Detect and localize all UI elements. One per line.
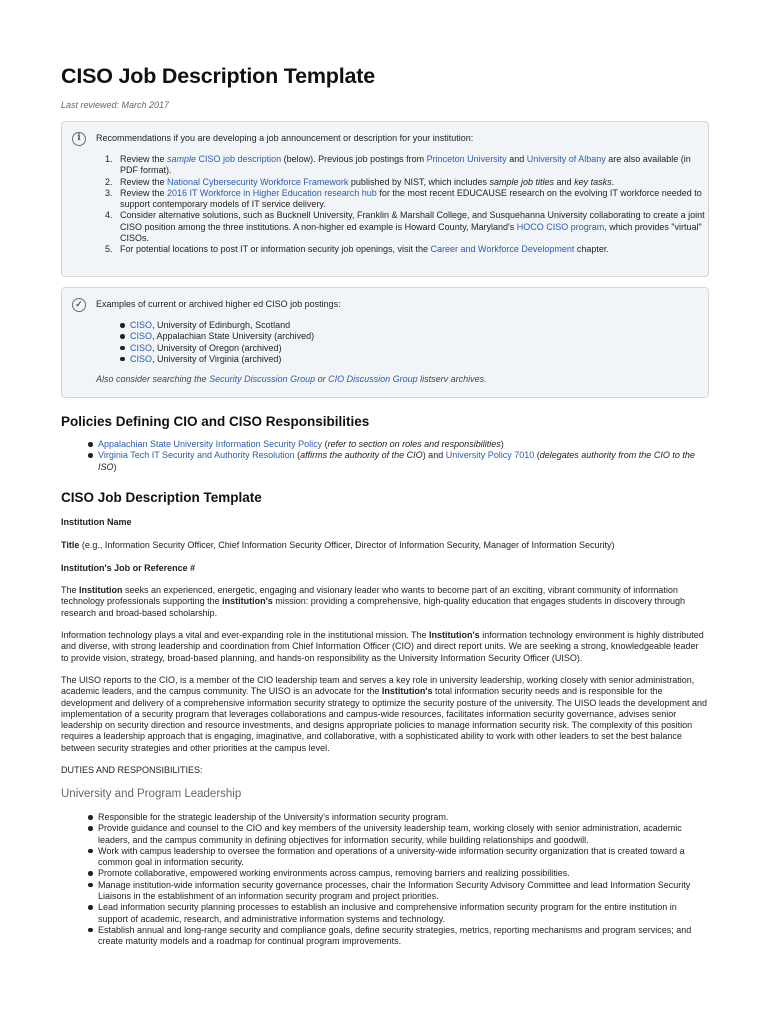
job-reference: Institution's Job or Reference # xyxy=(61,563,196,573)
examples-list xyxy=(120,320,314,365)
cio-discussion-link[interactable]: CIO Discussion Group xyxy=(328,374,418,384)
list-item: Appalachian State University Information Security Policy (refer to section on roles and responsibilities) xyxy=(88,439,703,450)
leadership-list xyxy=(88,812,708,948)
paragraph: Information technology plays a vital and ever-expanding role in the institutional mission. The Institution's information technology environment is highly distributed and diverse, with strong leadership and coordination from Chief Information Officer (CIO) and direct report units. We are seeking a strong, knowledgeable leader to provide vision, strategy, broad-based planning, and hands-on responsibility as the University Information Security Officer (UISO). xyxy=(61,630,704,663)
list-item: Promote collaborative, empowered working environments across campus, removing barriers and realizing possibilities. xyxy=(88,868,708,879)
list-item: 5. For potential locations to post IT or information security job openings, visit the Career and Workforce Development chapter. xyxy=(105,244,609,255)
last-reviewed: Last reviewed: March 2017 xyxy=(61,100,170,110)
institution-name: Institution Name xyxy=(61,517,132,527)
list-item: Lead information security planning processes to establish an inclusive and comprehensive information security program for the entire institution in support of academic, research, and administrative information systems and technology. xyxy=(88,902,708,925)
career-workforce-link[interactable]: Career and Workforce Development xyxy=(430,244,575,255)
check-icon xyxy=(72,298,86,312)
list-item: Virginia Tech IT Security and Authority Resolution (affirms the authority of the CIO) and University Policy 7010 (delegates authority from the CIO to the ISO) xyxy=(88,450,703,473)
ciso-posting-link[interactable]: CISO xyxy=(130,320,153,330)
list-item: Provide guidance and counsel to the CIO and key members of the university leadership team, working closely with senior administration, academic leaders, and the campus community in defining objectives for information security, while building relationships and goodwill. xyxy=(88,823,708,846)
list-item: 1. Review the sample CISO job description (below). Previous job postings from Princeton University and University of Albany are also available (in PDF format). xyxy=(105,154,691,176)
albany-link[interactable]: University of Albany xyxy=(526,154,606,164)
recommendations-list xyxy=(105,154,709,256)
security-discussion-link[interactable]: Security Discussion Group xyxy=(209,374,316,384)
page-title: CISO Job Description Template xyxy=(61,64,375,88)
list-item: CISO, University of Oregon (archived) xyxy=(120,343,314,354)
princeton-link[interactable]: Princeton University xyxy=(426,154,507,164)
vt-resolution-link[interactable]: Virginia Tech IT Security and Authority Resolution xyxy=(98,450,295,461)
paragraph: The UISO reports to the CIO, is a member of the CIO leadership team and serves a key role in university leadership, working closely with senior administration, academic leaders, and the campus community. The UISO is an advocate for the Institution's total information security needs and is responsible for the development and delivery of a comprehensive information security strategy to optimize the security posture of the university. The UISO leads the development and implementation of a security program that leverages collaborations and campus-wide resources, facilitates information security governance, advises senior leadership on security direction and resource investments, and designs appropriate policies to manage information security risk. The complexity of this position requires a leadership approach that is engaging, imaginative, and collaborative, with a sophisticated ability to work with other leaders to set the best balance between security strategies and other priorities at the campus level. xyxy=(61,675,708,753)
list-item: 3. Review the 2016 IT Workforce in Higher Education research hub for the most recent EDUCAUSE research on the evolving IT workforce needed to support contemporary models of IT service delivery. xyxy=(105,187,702,210)
list-item: Establish annual and long-range security and compliance goals, define security strategies, metrics, reporting mechanisms and program services; and create maturity models and a roadmap for continual program improvements. xyxy=(88,925,708,948)
list-item: CISO, University of Edinburgh, Scotland xyxy=(120,320,314,331)
appstate-policy-link[interactable]: Appalachian State University Information Security Policy xyxy=(98,439,323,449)
workforce-hub-link[interactable]: 2016 IT Workforce in Higher Education research hub xyxy=(167,187,377,198)
also-consider: Also consider searching the Security Discussion Group or CIO Discussion Group listserv archives. xyxy=(96,374,487,384)
paragraph: The Institution seeks an experienced, energetic, engaging and visionary leader who wants to become part of an exciting, vibrant community of information technology professionals supporting the institution's mission: providing a comprehensive, high-quality education that engages students in discovery through research and broad-based scholarship. xyxy=(61,585,685,618)
list-item: CISO, University of Virginia (archived) xyxy=(120,354,314,365)
list-item: CISO, Appalachian State University (archived) xyxy=(120,331,314,342)
recommendations-intro: Recommendations if you are developing a job announcement or description for your institution: xyxy=(96,133,474,143)
list-item: 2. Review the National Cybersecurity Workforce Framework published by NIST, which includes sample job titles and key tasks. xyxy=(105,176,615,187)
template-heading: CISO Job Description Template xyxy=(61,490,262,505)
leadership-subheading: University and Program Leadership xyxy=(61,788,242,800)
recommendations-panel xyxy=(61,121,709,277)
policies-list xyxy=(88,439,703,473)
hoco-ciso-link[interactable]: HOCO CISO program xyxy=(516,221,605,232)
ciso-posting-link[interactable]: CISO xyxy=(130,353,153,364)
duties-label: DUTIES AND RESPONSIBILITIES: xyxy=(61,765,203,775)
list-item: Responsible for the strategic leadership of the University's information security program. xyxy=(88,812,708,823)
list-item: Work with campus leadership to oversee the formation and operations of a university-wide information security organization that is created toward a common goal in information security. xyxy=(88,846,708,869)
nice-framework-link[interactable]: National Cybersecurity Workforce Framework xyxy=(167,176,349,187)
list-item: 4. Consider alternative solutions, such as Bucknell University, Franklin & Marshall College, and Susquehanna University collaborating to create a joint CISO position among the three institutions. A non-higher ed example is Howard County, Maryland's HOCO CISO program, which provides "virtual" CISOs. xyxy=(105,210,705,244)
examples-panel xyxy=(61,287,709,398)
examples-intro: Examples of current or archived higher ed CISO job postings: xyxy=(96,299,341,309)
policy-7010-link[interactable]: University Policy 7010 xyxy=(445,450,535,461)
policies-heading: Policies Defining CIO and CISO Responsibilities xyxy=(61,414,370,429)
sample-ciso-link[interactable]: sample CISO job description xyxy=(167,154,282,164)
list-item: Manage institution-wide information security governance processes, chair the Information Security Advisory Committee and lead Information Security Liaisons in the establishment of an information security program and project priorities. xyxy=(88,880,708,903)
ciso-posting-link[interactable]: CISO xyxy=(130,342,153,353)
ciso-posting-link[interactable]: CISO xyxy=(130,331,153,342)
title-line: Title (e.g., Information Security Officer, Chief Information Security Officer, Director of Information Security, Manager of Information Security) xyxy=(61,540,615,550)
info-icon xyxy=(72,132,86,146)
